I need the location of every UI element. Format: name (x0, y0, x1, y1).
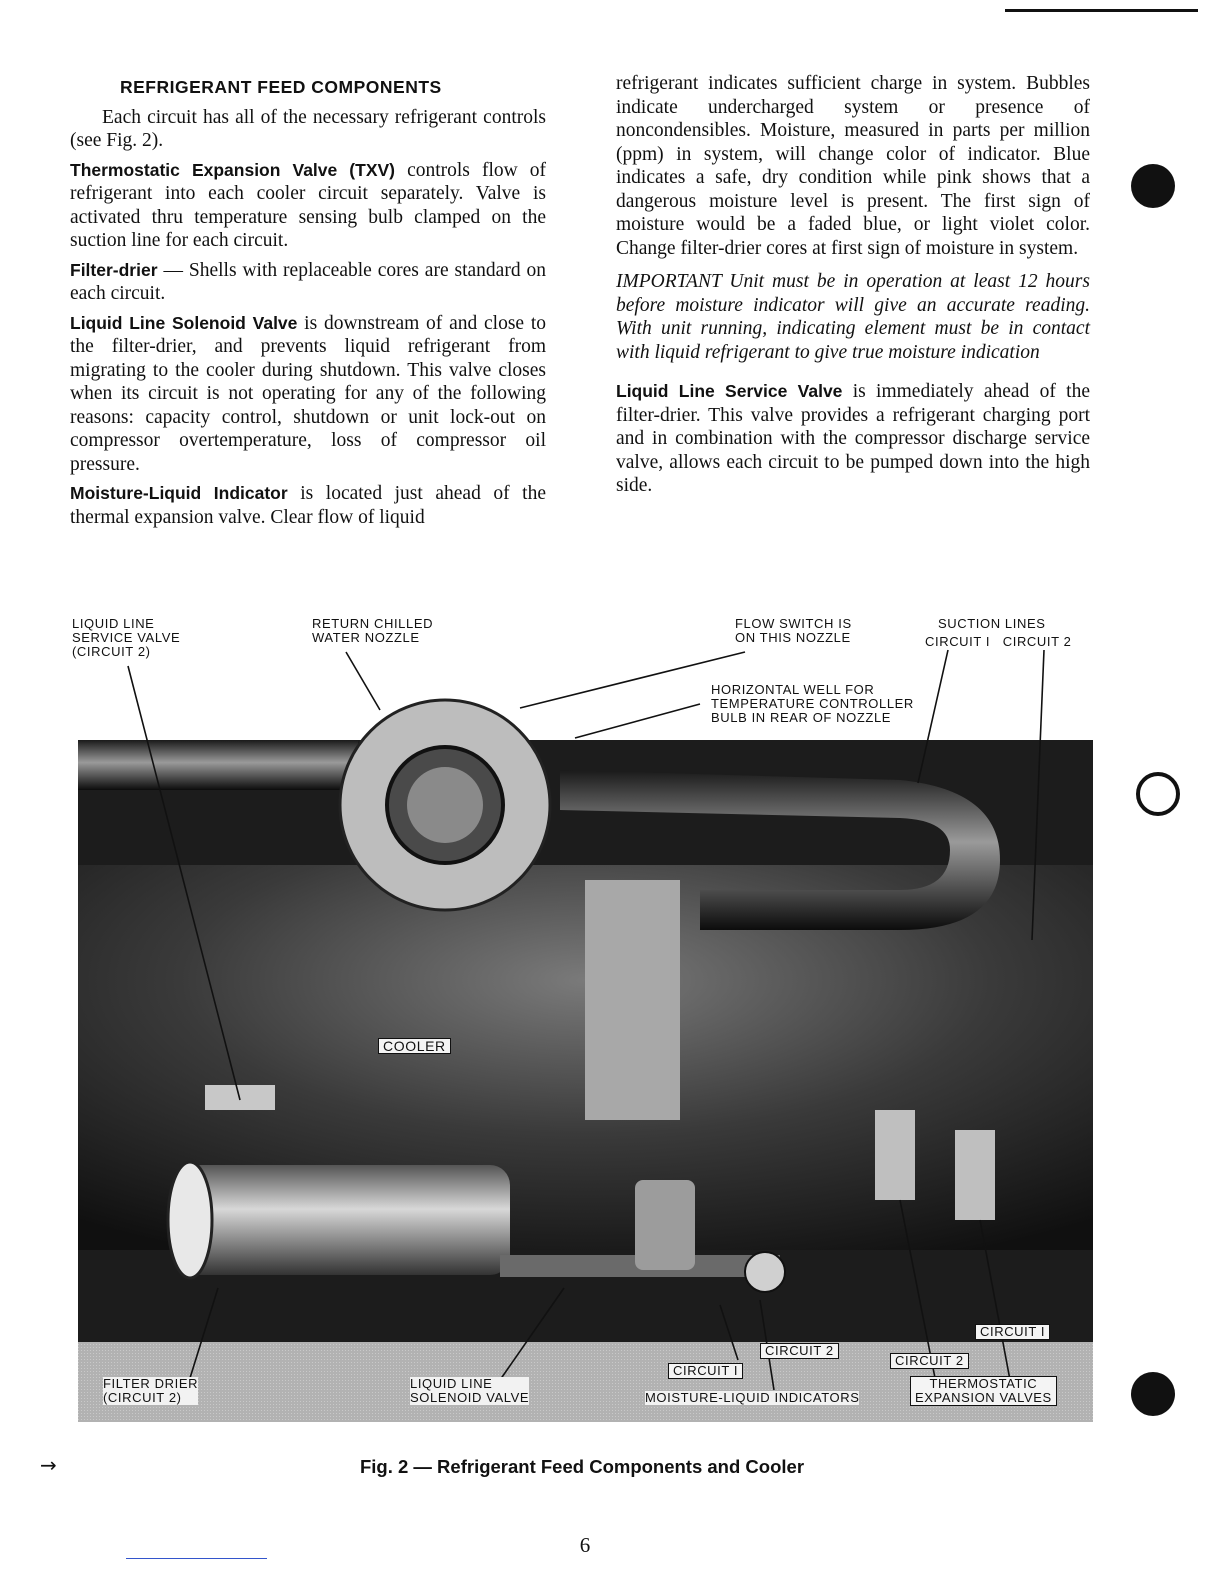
solenoid-text: is downstream of and close to the filter-drier, and prevents liquid refrigerant from migrating to the cooler during shutdown. This valve closes when its circuit is not operating for any of the following reasons: capacity control, shutdown or unit lock-out on compressor overtemperature, loss of compressor oil pressure. (70, 312, 547, 475)
filter-drier-shell (180, 1165, 510, 1275)
txv-text: controls flow of refrigerant into each cooler circuit separately. Valve is activated thru temperature sensing bulb clamped on the suction line for each circuit. (70, 159, 547, 251)
callout-circuit-2-left: CIRCUIT 2 (760, 1343, 839, 1359)
callout-liquid-line-service-valve: LIQUID LINE SERVICE VALVE (CIRCUIT 2) (72, 616, 181, 659)
filter-drier-end (168, 1162, 212, 1278)
solenoid-paragraph (70, 312, 546, 477)
moisture-term: Moisture-Liquid Indicator (70, 483, 288, 503)
filter-drier-paragraph (70, 259, 546, 306)
callout-horizontal-well: HORIZONTAL WELL FOR TEMPERATURE CONTROLLER BULB IN REAR OF NOZZLE (711, 682, 914, 725)
service-valve-term: Liquid Line Service Valve (616, 381, 843, 401)
callout-moisture-indicators: MOISTURE-LIQUID INDICATORS (645, 1390, 860, 1405)
solenoid-term: Liquid Line Solenoid Valve (70, 312, 298, 333)
important-note: IMPORTANT Unit must be in operation at least 12 hours before moisture indicator will give an accurate reading. With unit running, indicating element must be in contact with liquid refrigerant to give true moisture indication (616, 271, 1090, 363)
callout-return-chilled-water: RETURN CHILLED WATER NOZZLE (312, 616, 434, 645)
figure-caption: Fig. 2 — Refrigerant Feed Components and Cooler (359, 1456, 805, 1477)
callout-circuit-1-right: CIRCUIT I (975, 1324, 1050, 1340)
callout-suction-lines: SUCTION LINES (938, 616, 1046, 631)
support-band (585, 880, 680, 1120)
top-pipe-left (78, 740, 358, 790)
callout-suction-circuits: CIRCUIT I CIRCUIT 2 (925, 634, 1072, 649)
solenoid-body (635, 1180, 695, 1270)
callout-txv: THERMOSTATIC EXPANSION VALVES (910, 1376, 1057, 1406)
bottom-rule (126, 1558, 267, 1559)
intro-paragraph: Each circuit has all of the necessary refrigerant controls (see Fig. 2). (70, 106, 546, 151)
txv-paragraph (70, 159, 546, 253)
callout-circuit-2-right: CIRCUIT 2 (890, 1353, 969, 1369)
moisture-continuation: refrigerant indicates sufficient charge in system. Bubbles indicate undercharged system or presence of noncondensibles. Moisture, measured in parts per million (ppm) in system, will change color of indicator. Blue indicates a safe, dry condition while pink shows that a dangerous moisture level is present. The first sign of moisture would be a faded blue, or light violet color. Change filter-drier cores at first sign of moisture in system. (616, 73, 1090, 259)
callout-filter-drier: FILTER DRIER (CIRCUIT 2) (103, 1376, 199, 1405)
callout-cooler: COOLER (378, 1038, 451, 1054)
service-valve-paragraph (616, 380, 1090, 498)
margin-arrow: → (40, 1453, 57, 1477)
margin-dot-top (1131, 164, 1175, 208)
filter-drier-term: Filter-drier (70, 259, 158, 280)
callout-solenoid: LIQUID LINE SOLENOID VALVE (410, 1376, 530, 1405)
right-column (616, 72, 1090, 504)
moisture-paragraph (70, 482, 546, 529)
txv-circuit-1 (875, 1110, 915, 1200)
moisture-text: is located just ahead of the thermal expansion valve. Clear flow of liquid (70, 483, 546, 528)
figure-2 (0, 600, 1224, 1450)
section-heading: REFRIGERANT FEED COMPONENTS (120, 77, 442, 97)
callout-flow-switch: FLOW SWITCH IS ON THIS NOZZLE (735, 616, 852, 645)
nozzle-inner (407, 767, 483, 843)
service-valve-text: is immediately ahead of the filter-drier. This valve provides a refrigerant charging port and in combination with the compressor discharge service valve, allows each circuit to be pumped down into the high side. (616, 381, 1090, 496)
page-number: 6 (579, 1533, 591, 1557)
top-rule (1005, 9, 1198, 12)
callout-circuit-1-left: CIRCUIT I (668, 1363, 743, 1379)
cooler-photo (0, 600, 1224, 1450)
txv-circuit-2 (955, 1130, 995, 1220)
filter-drier-text: — Shells with replaceable cores are standard on each circuit. (70, 259, 546, 304)
txv-term: Thermostatic Expansion Valve (TXV) (70, 159, 395, 180)
moisture-indicator (745, 1252, 785, 1292)
left-column (70, 72, 546, 535)
